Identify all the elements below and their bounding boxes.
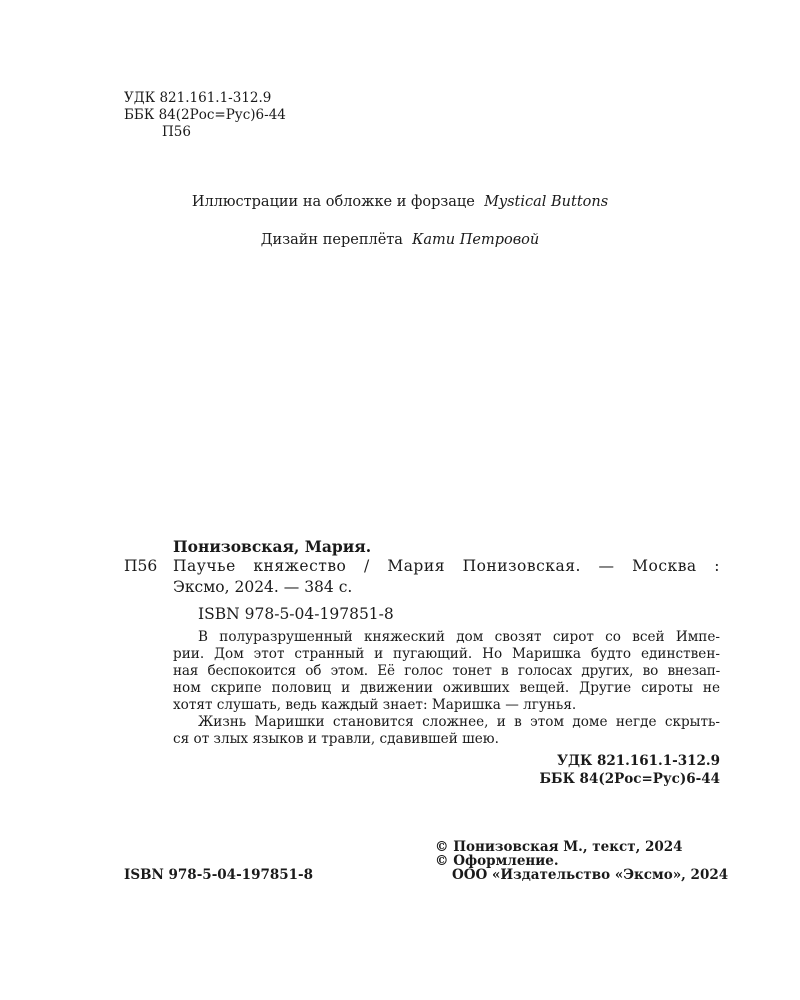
annotation-line: ном скрипе половиц и движении оживших вещей. Другие сироты не [173,680,720,696]
design-label: Дизайн переплёта [260,232,403,248]
annotation-line: ная беспокоится об этом. Её голос тонет в голосах других, во внезап- [173,663,720,679]
top-bbk: ББК 84(2Рос=Рус)6-44 [124,107,286,123]
top-udk: УДК 821.161.1-312.9 [124,90,272,106]
top-author-mark: П56 [162,124,191,140]
annotation-line: хотят слушать, ведь каждый знает: Маришка — лгунья. [173,697,577,713]
catalog-author: Понизовская, Мария. [173,537,372,556]
catalog-isbn: ISBN 978-5-04-197851-8 [198,605,394,623]
catalog-title-line-1: Паучье княжество / Мария Понизовская. — Москва : [173,557,720,575]
illustrations-label: Иллюстрации на обложке и форзаце [191,194,475,210]
design-artist: Кати Петровой [412,232,540,248]
annotation-line: Жизнь Маришки становится сложнее, и в этом доме негде скрыть- [198,714,720,730]
copyright-publisher: ООО «Издательство «Эксмо», 2024 [452,867,729,883]
annotation-line: рии. Дом этот странный и пугающий. Но Маришка будто единствен- [173,646,720,662]
catalog-mark: П56 [124,557,158,575]
catalog-title-line-2: Эксмо, 2024. — 384 с. [173,578,353,596]
annotation-line: ся от злых языков и травли, сдавившей шею. [173,731,499,747]
design-credit [0,232,800,248]
catalog-bbk: ББК 84(2Рос=Рус)6-44 [539,771,720,787]
illustrations-artist: Mystical Buttons [484,194,609,210]
copyright-design: © Оформление. [435,853,559,869]
annotation-line: В полуразрушенный княжеский дом свозят сирот со всей Импе- [198,629,720,645]
footer-isbn: ISBN 978-5-04-197851-8 [124,867,314,883]
copyright-text: © Понизовская М., текст, 2024 [435,839,683,855]
illustrations-credit [0,194,800,210]
catalog-udk: УДК 821.161.1-312.9 [557,753,720,769]
